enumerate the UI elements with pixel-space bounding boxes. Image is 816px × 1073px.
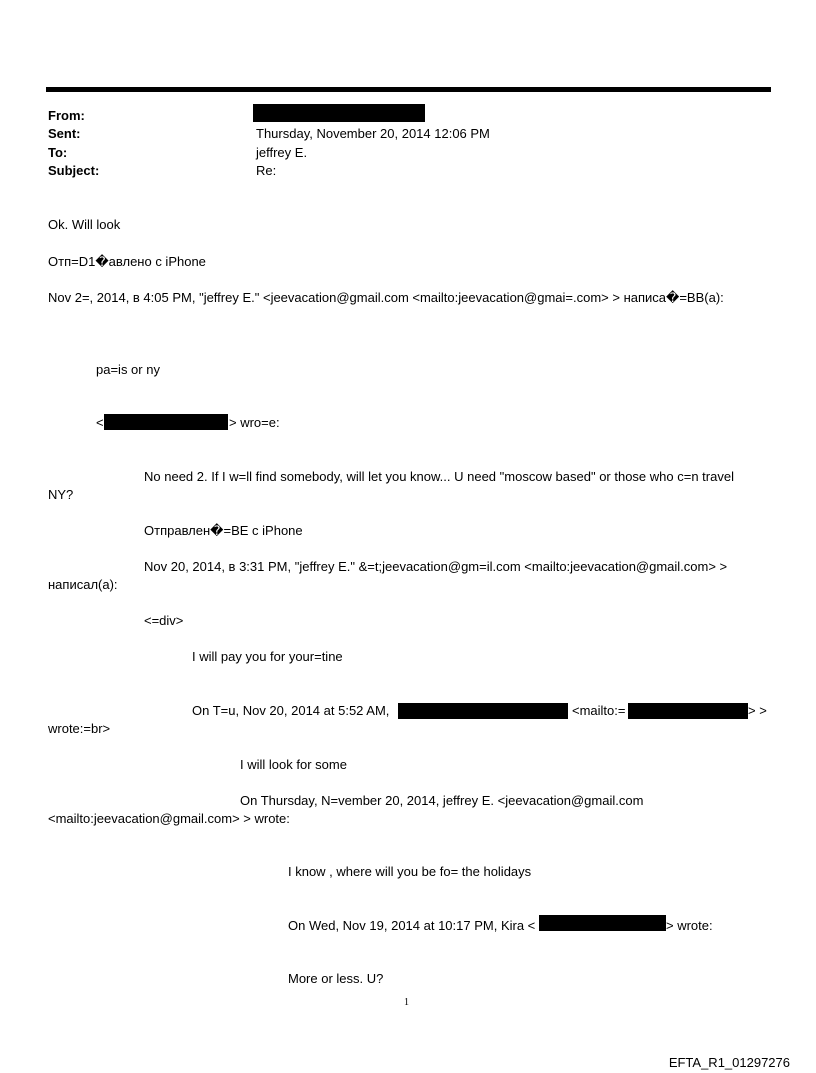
redaction-name (398, 703, 568, 719)
body-line: > > (748, 703, 767, 718)
to-value: jeffrey E. (256, 145, 308, 160)
body-line: <mailto:= (572, 703, 626, 718)
body-line: <mailto:jeevacation@gmail.com> > wrote: (48, 811, 290, 826)
body-line: Отп=D1�авлено с iPhone (48, 254, 206, 269)
sent-label: Sent: (48, 126, 81, 141)
page-number: 1 (404, 997, 409, 1008)
body-line: > wrote: (666, 918, 713, 933)
body-line: More or less. U? (288, 971, 384, 986)
redaction-sender (104, 414, 228, 430)
body-line: No need 2. If I w=ll find somebody, will let you know... U need "moscow based" or those who c=n travel (144, 469, 734, 484)
body-line: Ok. Will look (48, 217, 121, 232)
body-line: On T=u, Nov 20, 2014 at 5:52 AM, (192, 703, 390, 718)
body-line: I will look for some (240, 757, 347, 772)
redaction-kira-email (539, 915, 666, 931)
body-line: wrote:=br> (48, 721, 111, 736)
sent-value: Thursday, November 20, 2014 12:06 PM (256, 126, 490, 141)
body-line: <=div> (144, 613, 184, 628)
to-label: To: (48, 145, 68, 160)
body-line: написал(а): (48, 577, 118, 592)
body-line: I will pay you for your=tine (192, 649, 343, 664)
body-line: Nov 2=, 2014, в 4:05 PM, "jeffrey E." <jeevacation@gmail.com <mailto:jeevacation@gmai=.com> > написа�=BB(a): (48, 290, 724, 305)
redaction-from (253, 104, 425, 122)
header-rule (46, 87, 771, 92)
body-line: < (96, 415, 104, 430)
body-line: On Wed, Nov 19, 2014 at 10:17 PM, Kira < (288, 918, 536, 933)
body-line: I know , where will you be fo= the holidays (288, 864, 532, 879)
from-label: From: (48, 108, 85, 123)
body-line: Nov 20, 2014, в 3:31 PM, "jeffrey E." &=t;jeevacation@gm=il.com <mailto:jeevacation@gmail.com> > (144, 559, 728, 574)
body-line: NY? (48, 487, 74, 502)
redaction-email (628, 703, 748, 719)
subject-label: Subject: (48, 163, 100, 178)
subject-value: Re: (256, 163, 277, 178)
document-id: EFTA_R1_01297276 (668, 1055, 790, 1070)
body-line: > wro=e: (229, 415, 280, 430)
body-line: Отправлен�=BE с iPhone (144, 523, 303, 538)
body-line: On Thursday, N=vember 20, 2014, jeffrey E. <jeevacation@gmail.com (240, 793, 644, 808)
body-line: pa=is or ny (96, 362, 160, 377)
